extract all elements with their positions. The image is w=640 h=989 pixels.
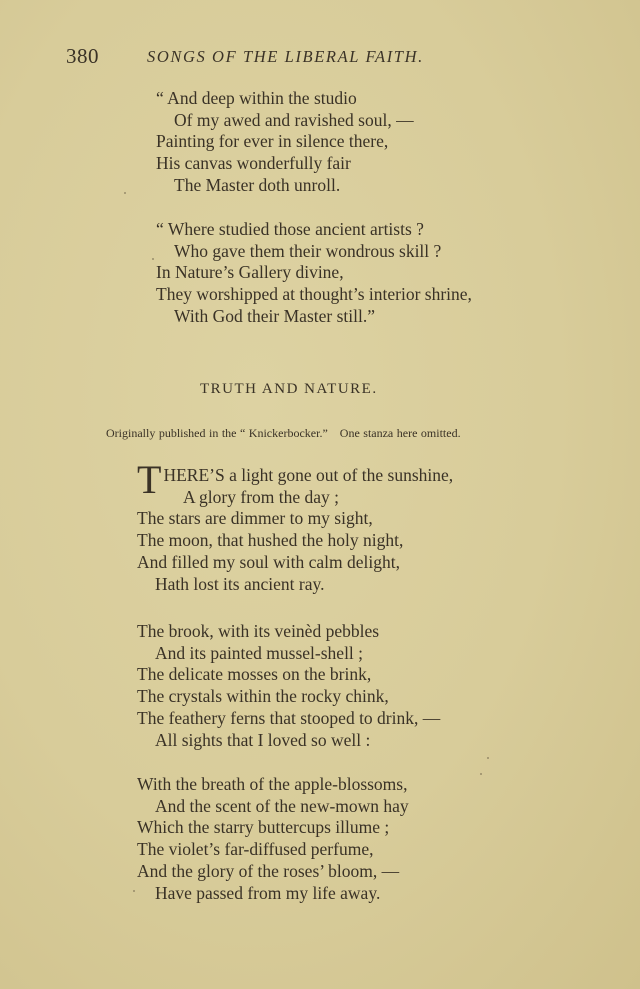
poem-line: And the scent of the new-mown hay <box>155 795 409 816</box>
running-head <box>66 44 486 72</box>
poem-line: And the glory of the roses’ bloom, — <box>137 860 400 881</box>
poem-line: Have passed from my life away. <box>155 882 381 903</box>
poem-line: In Nature’s Gallery divine, <box>156 262 344 283</box>
poem-stanza-1 <box>137 457 454 595</box>
omission-note: One stanza here omitted. <box>339 426 461 440</box>
previous-poem-stanza-1 <box>156 88 414 197</box>
poem-line: Who gave them their wondrous skill ? <box>174 240 442 261</box>
poem-line: A glory from the day ; <box>183 486 340 507</box>
poem-line: With the breath of the apple-blossoms, <box>137 774 408 794</box>
poem-line: Hath lost its ancient ray. <box>155 573 325 594</box>
paper-speck <box>487 757 489 759</box>
paper-speck <box>124 192 126 194</box>
poem-line: The Master doth unroll. <box>174 174 341 195</box>
paper-speck <box>133 890 135 892</box>
poem-line: They worshipped at thought’s interior shrine, <box>156 284 472 305</box>
poem-line: The stars are dimmer to my sight, <box>137 508 373 529</box>
drop-cap: T <box>137 457 162 502</box>
poem-line: The delicate mosses on the brink, <box>137 664 372 685</box>
poem-line: And its painted mussel-shell ; <box>155 642 364 663</box>
poem-line: The violet’s far-diffused perfume, <box>137 839 374 860</box>
paper-speck <box>480 773 482 775</box>
first-line-text: HERE’S a light gone out of the sunshine, <box>163 465 454 485</box>
poem-line: Of my awed and ravished soul, — <box>174 109 414 130</box>
poem-line: All sights that I loved so well : <box>155 729 371 750</box>
poem-line: “ And deep within the studio <box>156 88 357 108</box>
paper-speck <box>152 258 154 260</box>
poem-title: TRUTH AND NATURE. <box>200 381 378 397</box>
poem-note <box>106 426 461 441</box>
poem-line: “ Where studied those ancient artists ? <box>156 219 424 239</box>
page-number: 380 <box>66 44 99 68</box>
poem-line: Which the starry buttercups illume ; <box>137 817 390 838</box>
poem-line: The brook, with its veinèd pebbles <box>137 621 380 641</box>
poem-line: Painting for ever in silence there, <box>156 131 389 152</box>
poem-line: The crystals within the rocky chink, <box>137 686 389 707</box>
poem-line: The moon, that hushed the holy night, <box>137 530 404 551</box>
publication-note: Originally published in the “ Knickerbocker.” <box>106 426 328 440</box>
poem-line: And filled my soul with calm delight, <box>137 551 400 572</box>
running-title: SONGS OF THE LIBERAL FAITH. <box>147 47 424 66</box>
poem-line: His canvas wonderfully fair <box>156 153 351 174</box>
poem-stanza-2 <box>137 621 440 751</box>
poem-stanza-3 <box>137 774 409 904</box>
poem-line: The feathery ferns that stooped to drink, — <box>137 707 441 728</box>
poem-line: With God their Master still.” <box>174 305 375 326</box>
previous-poem-stanza-2 <box>156 219 472 328</box>
